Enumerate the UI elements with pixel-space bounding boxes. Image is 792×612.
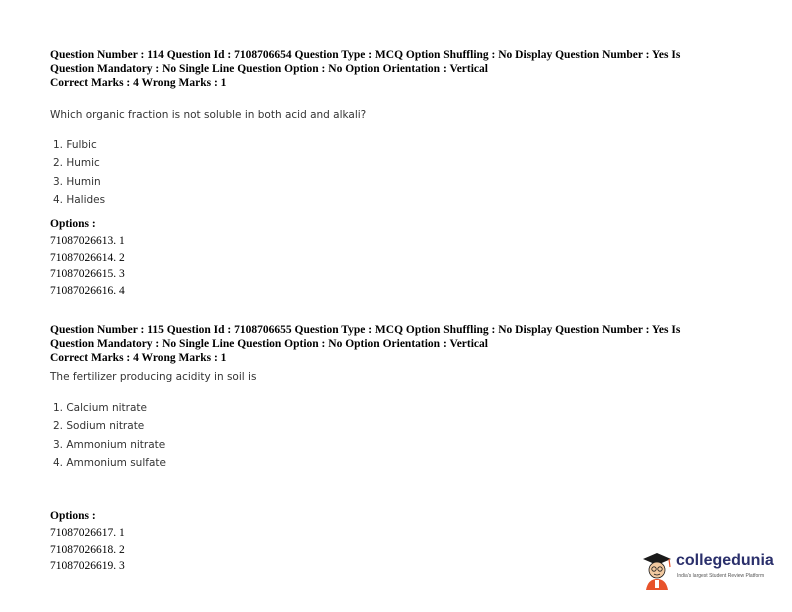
logo-tagline: India's largest Student Review Platform: [677, 573, 765, 579]
question-text: The fertilizer producing acidity in soil is: [50, 371, 257, 383]
option-id: 71087026613. 1: [50, 235, 125, 247]
answer-choice: 2. Humic: [53, 157, 100, 170]
question-header-line: Question Mandatory : No Single Line Question Option : No Option Orientation : Vertical: [50, 338, 488, 350]
option-id: 71087026615. 3: [50, 268, 125, 281]
question-header: [50, 48, 750, 90]
question-marks: Correct Marks : 4 Wrong Marks : 1: [50, 77, 227, 89]
question-header-line: Question Mandatory : No Single Line Question Option : No Option Orientation : Vertical: [50, 63, 488, 75]
option-id: 71087026618. 2: [50, 543, 125, 556]
answer-choice: 3. Humin: [53, 175, 101, 188]
question-text: Which organic fraction is not soluble in both acid and alkali?: [50, 109, 367, 121]
answer-choice: 2. Sodium nitrate: [53, 420, 145, 433]
question-header-line: Question Number : 115 Question Id : 7108706655 Question Type : MCQ Option Shuffling : No Display Question Number : Yes Is: [50, 324, 681, 336]
option-id: 71087026617. 1: [50, 527, 125, 539]
answer-choice: 4. Halides: [53, 193, 106, 206]
answer-choices: [53, 136, 105, 209]
logo-name: collegedunia: [676, 552, 774, 569]
collegedunia-logo: [636, 548, 786, 594]
question-header-line: Question Number : 114 Question Id : 7108706654 Question Type : MCQ Option Shuffling : No Display Question Number : Yes Is: [50, 49, 681, 61]
option-id: 71087026619. 3: [50, 560, 125, 573]
answer-choice: 4. Ammonium sulfate: [53, 456, 166, 469]
option-id: 71087026616. 4: [50, 285, 125, 298]
options-title: Options :: [50, 218, 96, 230]
options-title: Options :: [50, 510, 96, 522]
answer-choice: 3. Ammonium nitrate: [53, 438, 166, 451]
answer-choice: 1. Fulbic: [53, 139, 97, 151]
option-id: 71087026614. 2: [50, 251, 125, 264]
option-id-list: [50, 525, 125, 575]
option-id-list: [50, 233, 125, 300]
graduate-mascot-icon: [640, 550, 674, 592]
answer-choice: 1. Calcium nitrate: [53, 402, 147, 414]
answer-choices: [53, 399, 166, 472]
question-marks: Correct Marks : 4 Wrong Marks : 1: [50, 352, 227, 364]
question-header: [50, 323, 750, 365]
